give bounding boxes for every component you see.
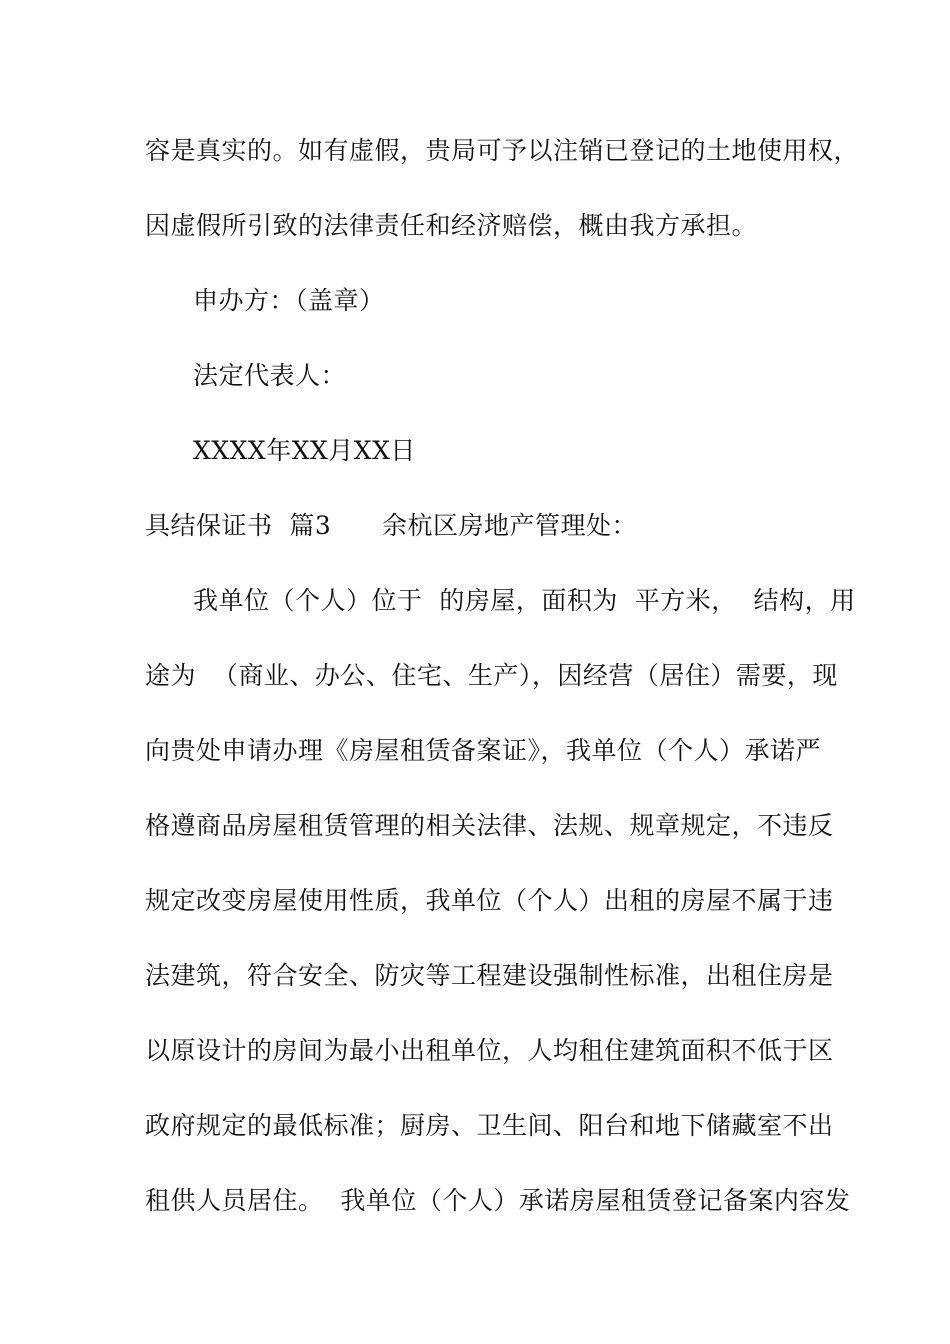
applicant-seal-line: 申办方：（盖章） <box>193 286 385 315</box>
text-line: 规定改变房屋使用性质，我单位（个人）出租的房屋不属于违 <box>145 886 834 915</box>
text-line: 租供人员居住。 我单位（个人）承诺房屋租赁登记备案内容发 <box>145 1186 851 1215</box>
text-line: 因虚假所引致的法律责任和经济赔偿，概由我方承担。 <box>145 211 758 240</box>
text-line: 政府规定的最低标准；厨房、卫生间、阳台和地下储藏室不出 <box>145 1111 834 1140</box>
text-line: 以原设计的房间为最小出租单位，人均租住建筑面积不低于区 <box>145 1036 834 1065</box>
legal-representative-line: 法定代表人： <box>193 361 347 390</box>
text-line: 向贵处申请办理《房屋租赁备案证》，我单位（个人）承诺严 <box>145 736 822 765</box>
text-line: 法建筑，符合安全、防灾等工程建设强制性标准，出租住房是 <box>145 961 834 990</box>
date-line: XXXX年XX月XX日 <box>193 436 416 465</box>
text-line: 途为 （商业、办公、住宅、生产），因经营（居住）需要，现 <box>145 661 838 690</box>
text-line: 容是真实的。如有虚假，贵局可予以注销已登记的土地使用权， <box>145 136 860 165</box>
text-line: 我单位（个人）位于 的房屋，面积为 平方米， 结构，用 <box>193 586 856 615</box>
text-line: 格遵商品房屋租赁管理的相关法律、法规、规章规定，不违反 <box>145 811 834 840</box>
section-heading: 具结保证书 篇3 余杭区房地产管理处： <box>145 511 637 540</box>
